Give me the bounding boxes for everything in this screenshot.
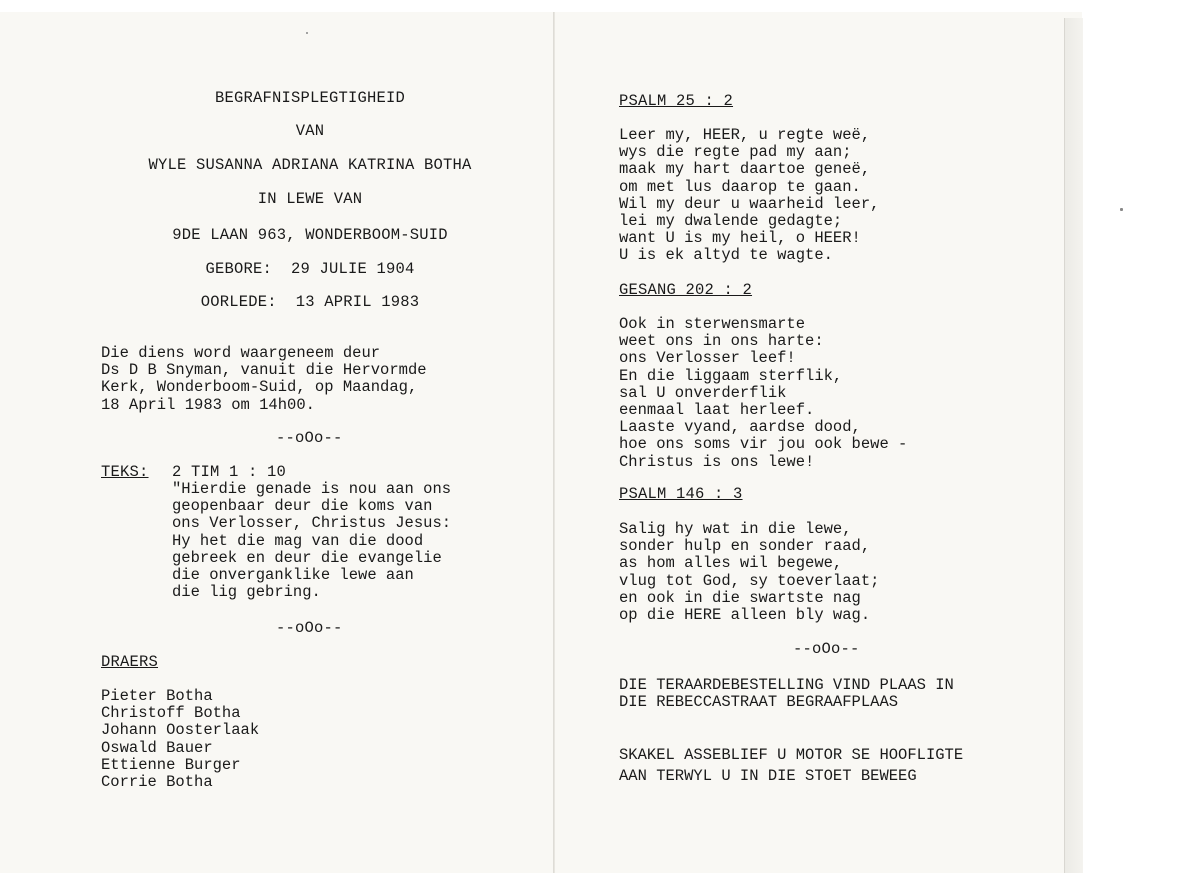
verse-line: maak my hart daartoe geneë,: [619, 160, 871, 179]
draer-name: Ettienne Burger: [101, 755, 241, 774]
verse-line: weet ons in ons harte:: [619, 332, 824, 351]
psalm146-title: PSALM 146 : 3: [619, 485, 743, 503]
verse-line: eenmaal laat herleef.: [619, 401, 815, 420]
draer-name: Pieter Botha: [101, 687, 213, 705]
verse-line: En die liggaam sterflik,: [619, 366, 843, 385]
verse-line: "Hierdie genade is nou aan ons: [172, 480, 452, 498]
verse-line: om met lus daarop te gaan.: [619, 177, 861, 196]
service-details: [101, 345, 427, 414]
death-date: OORLEDE: 13 APRIL 1983: [200, 293, 420, 311]
van-label: VAN: [295, 122, 325, 140]
notice-line: DIE TERAARDEBESTELLING VIND PLAAS IN: [619, 676, 954, 694]
notice-line: SKAKEL ASSEBLIEF U MOTOR SE HOOFLIGTE: [619, 746, 964, 764]
gesang202-verse: [619, 316, 907, 471]
verse-line: op die HERE alleen bly wag.: [619, 606, 871, 625]
draers-list: [101, 688, 259, 791]
draer-name: Oswald Bauer: [101, 738, 213, 757]
verse-line: Hy het die mag van die dood: [172, 531, 424, 550]
in-lewe-van-label: IN LEWE VAN: [257, 190, 363, 208]
verse-line: Ook in sterwensmarte: [619, 315, 806, 333]
verse-line: want U is my heil, o HEER!: [619, 229, 861, 248]
separator: --oOo--: [793, 640, 860, 658]
verse-line: geopenbaar deur die koms van: [172, 497, 433, 516]
verse-line: die lig gebring.: [172, 583, 321, 602]
psalm25-verse: [619, 127, 879, 265]
paper-edge: [1064, 18, 1083, 873]
burial-notice: [619, 677, 954, 711]
verse-line: die onverganklike lewe aan: [172, 566, 414, 585]
verse-line: vlug tot God, sy toeverlaat;: [619, 571, 880, 590]
deceased-name: WYLE SUSANNA ADRIANA KATRINA BOTHA: [148, 156, 472, 174]
separator: --oOo--: [276, 619, 343, 637]
psalm25-title: PSALM 25 : 2: [619, 92, 734, 110]
verse-line: ons Verlosser, Christus Jesus:: [172, 514, 452, 533]
verse-line: sonder hulp en sonder raad,: [619, 537, 871, 556]
document-title: BEGRAFNISPLEGTIGHEID: [214, 89, 406, 107]
birth-date: GEBORE: 29 JULIE 1904: [205, 260, 415, 278]
service-line: 18 April 1983 om 14h00.: [101, 395, 315, 414]
verse-line: Leer my, HEER, u regte weë,: [619, 126, 871, 144]
service-line: Die diens word waargeneem deur: [101, 344, 381, 362]
teks-label: TEKS:: [101, 463, 149, 481]
paper-speck: [306, 32, 308, 34]
draer-name: Christoff Botha: [101, 704, 241, 723]
verse-line: Christus is ons lewe!: [619, 452, 815, 471]
draer-name: Corrie Botha: [101, 773, 213, 792]
service-line: Kerk, Wonderboom-Suid, op Maandag,: [101, 378, 418, 397]
verse-line: hoe ons soms vir jou ook bewe -: [619, 435, 908, 454]
teks-verse: [172, 481, 451, 601]
verse-line: gebreek en deur die evangelie: [172, 548, 442, 567]
verse-line: lei my dwalende gedagte;: [619, 212, 843, 231]
address: 9DE LAAN 963, WONDERBOOM-SUID: [172, 226, 448, 244]
paper-speck: [1120, 208, 1123, 211]
teks-reference: 2 TIM 1 : 10: [172, 463, 287, 481]
headlights-notice: [619, 745, 963, 787]
verse-line: ons Verlosser leef!: [619, 349, 796, 368]
psalm146-verse: [619, 521, 879, 624]
gesang202-title: GESANG 202 : 2: [619, 281, 753, 299]
service-line: Ds D B Snyman, vanuit die Hervormde: [101, 361, 427, 380]
center-fold: [553, 12, 555, 873]
verse-line: Wil my deur u waarheid leer,: [619, 194, 880, 213]
verse-line: wys die regte pad my aan;: [619, 143, 852, 162]
verse-line: Laaste vyand, aardse dood,: [619, 418, 861, 437]
verse-line: U is ek altyd te wagte.: [619, 246, 833, 265]
verse-line: as hom alles wil begewe,: [619, 554, 843, 573]
draers-heading: DRAERS: [101, 653, 159, 671]
verse-line: en ook in die swartste nag: [619, 588, 861, 607]
separator: --oOo--: [276, 429, 343, 447]
draer-name: Johann Oosterlaak: [101, 721, 260, 740]
notice-line: DIE REBECCASTRAAT BEGRAAFPLAAS: [619, 693, 899, 712]
notice-line: AAN TERWYL U IN DIE STOET BEWEEG: [619, 767, 917, 785]
verse-line: Salig hy wat in die lewe,: [619, 520, 852, 538]
verse-line: sal U onverderflik: [619, 383, 787, 402]
